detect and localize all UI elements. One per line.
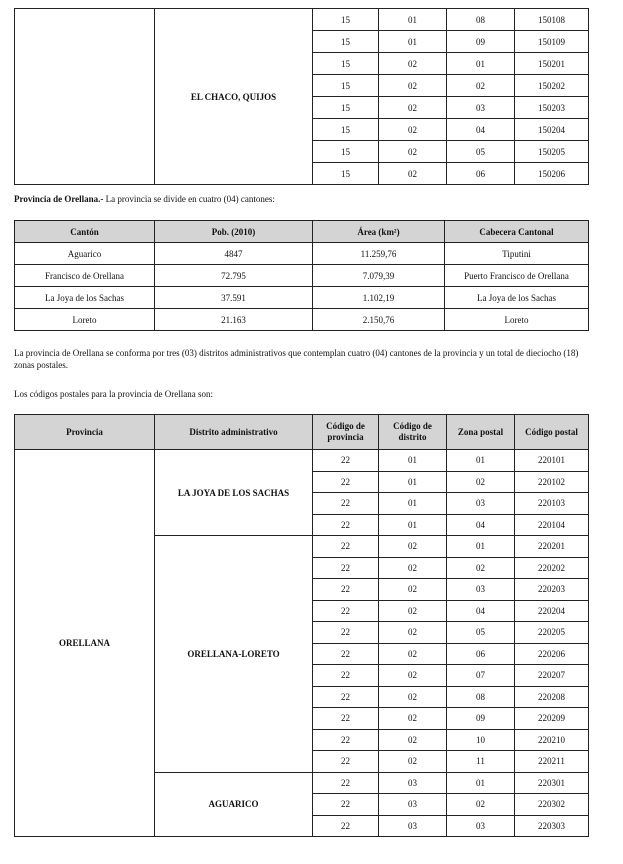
area: 2.150,76 [313,309,445,331]
province-code: 22 [313,815,379,837]
district-cell: ORELLANA-LORETO [155,536,313,773]
district-code: 02 [379,751,447,773]
postal-code: 220104 [515,514,589,536]
postal-code: 150205 [515,141,589,163]
province-code: 15 [313,119,379,141]
postal-code: 220204 [515,600,589,622]
province-code: 22 [313,493,379,515]
postal-code: 220209 [515,708,589,730]
postal-code: 150202 [515,75,589,97]
intro-rest: La provincia se divide en cuatro (04) cantones: [105,194,275,204]
orellana-intro [14,193,275,205]
cabecera: La Joya de los Sachas [445,287,589,309]
postal-zone: 11 [447,751,515,773]
district-code: 03 [379,794,447,816]
postal-zone: 04 [447,119,515,141]
postal-zone: 01 [447,772,515,794]
district-code: 01 [379,471,447,493]
province-code: 22 [313,557,379,579]
district-code: 02 [379,729,447,751]
area: 1.102,19 [313,287,445,309]
province-cell-empty [15,9,155,185]
district-code: 02 [379,600,447,622]
district-code: 02 [379,643,447,665]
district-code: 01 [379,9,447,31]
top-postal-table [14,8,589,185]
postal-code: 150109 [515,31,589,53]
canton-name: Francisco de Orellana [15,265,155,287]
district-code: 01 [379,450,447,472]
postal-zone: 05 [447,141,515,163]
cabecera: Tiputini [445,243,589,265]
district-code: 01 [379,514,447,536]
province-code: 22 [313,665,379,687]
postal-code: 220205 [515,622,589,644]
postal-zone: 08 [447,686,515,708]
postal-zone: 03 [447,579,515,601]
postal-zone: 08 [447,9,515,31]
province-code: 22 [313,514,379,536]
province-code: 15 [313,141,379,163]
postal-zone: 01 [447,450,515,472]
postal-zone: 04 [447,514,515,536]
district-code: 03 [379,772,447,794]
postal-zone: 10 [447,729,515,751]
district-code: 02 [379,579,447,601]
column-header: Código de distrito [379,415,447,450]
column-header: Zona postal [447,415,515,450]
district-code: 02 [379,622,447,644]
province-code: 15 [313,97,379,119]
district-code: 02 [379,53,447,75]
postal-zone: 02 [447,471,515,493]
area: 7.079,39 [313,265,445,287]
canton-name: La Joya de los Sachas [15,287,155,309]
population: 4847 [155,243,313,265]
province-heading: Provincia de Orellana.- [14,194,104,204]
province-cell: ORELLANA [15,450,155,837]
postal-zone: 06 [447,643,515,665]
table-row [15,287,589,309]
postal-code: 150206 [515,163,589,185]
postal-code: 220208 [515,686,589,708]
postal-code: 150108 [515,9,589,31]
postal-code: 220211 [515,751,589,773]
postal-zone: 03 [447,97,515,119]
province-code: 15 [313,163,379,185]
postal-zone: 09 [447,31,515,53]
column-header: Provincia [15,415,155,450]
cabecera: Loreto [445,309,589,331]
paragraph-districts: La provincia de Orellana se conforma por tres (03) distritos administrativos que contemplan cuatro (04) cantones de la provincia y un total de dieciocho (18) zonas postales. [14,348,579,370]
table-row [15,243,589,265]
postal-header-row [15,415,589,450]
district-code: 02 [379,557,447,579]
district-code: 02 [379,536,447,558]
postal-code: 220103 [515,493,589,515]
cabecera: Puerto Francisco de Orellana [445,265,589,287]
canton-name: Loreto [15,309,155,331]
postal-zone: 01 [447,53,515,75]
postal-zone: 03 [447,493,515,515]
postal-code: 220210 [515,729,589,751]
column-header: Cantón [15,221,155,243]
postal-codes-table [14,414,589,837]
district-cell: EL CHACO, QUIJOS [155,9,313,185]
province-code: 22 [313,686,379,708]
column-header: Código postal [515,415,589,450]
province-code: 22 [313,579,379,601]
column-header: Área (km²) [313,221,445,243]
postal-code: 220302 [515,794,589,816]
district-code: 02 [379,708,447,730]
postal-zone: 06 [447,163,515,185]
postal-code: 150203 [515,97,589,119]
postal-zone: 02 [447,557,515,579]
postal-zone: 02 [447,794,515,816]
province-code: 15 [313,9,379,31]
postal-code: 220206 [515,643,589,665]
province-code: 15 [313,75,379,97]
province-code: 22 [313,622,379,644]
canton-header-row [15,221,589,243]
province-code: 15 [313,31,379,53]
population: 72.795 [155,265,313,287]
district-code: 02 [379,163,447,185]
postal-zone: 03 [447,815,515,837]
column-header: Pob. (2010) [155,221,313,243]
postal-code: 150204 [515,119,589,141]
province-code: 22 [313,772,379,794]
province-code: 22 [313,708,379,730]
postal-code: 220101 [515,450,589,472]
postal-code: 220203 [515,579,589,601]
province-code: 22 [313,643,379,665]
population: 21.163 [155,309,313,331]
postal-code: 220201 [515,536,589,558]
table-row [15,265,589,287]
postal-zone: 02 [447,75,515,97]
table-row [15,450,589,472]
postal-code: 220303 [515,815,589,837]
district-code: 03 [379,815,447,837]
area: 11.259,76 [313,243,445,265]
postal-code: 220102 [515,471,589,493]
postal-zone: 01 [447,536,515,558]
table-row [15,309,589,331]
population: 37.591 [155,287,313,309]
district-code: 02 [379,665,447,687]
district-code: 01 [379,493,447,515]
district-cell: LA JOYA DE LOS SACHAS [155,450,313,536]
province-code: 22 [313,729,379,751]
canton-name: Aguarico [15,243,155,265]
province-code: 15 [313,53,379,75]
district-code: 02 [379,119,447,141]
province-code: 22 [313,751,379,773]
canton-table [14,220,589,331]
province-code: 22 [313,600,379,622]
postal-zone: 04 [447,600,515,622]
postal-zone: 07 [447,665,515,687]
paragraph-postal-intro: Los códigos postales para la provincia de Orellana son: [14,389,213,399]
district-code: 02 [379,75,447,97]
district-code: 02 [379,686,447,708]
district-cell: AGUARICO [155,772,313,837]
table-row [15,9,589,31]
province-code: 22 [313,450,379,472]
postal-code: 220301 [515,772,589,794]
postal-code: 220202 [515,557,589,579]
province-code: 22 [313,794,379,816]
column-header: Cabecera Cantonal [445,221,589,243]
postal-zone: 05 [447,622,515,644]
district-code: 02 [379,141,447,163]
column-header: Código de provincia [313,415,379,450]
district-code: 02 [379,97,447,119]
province-code: 22 [313,536,379,558]
district-code: 01 [379,31,447,53]
postal-code: 220207 [515,665,589,687]
column-header: Distrito administrativo [155,415,313,450]
province-code: 22 [313,471,379,493]
postal-code: 150201 [515,53,589,75]
postal-zone: 09 [447,708,515,730]
